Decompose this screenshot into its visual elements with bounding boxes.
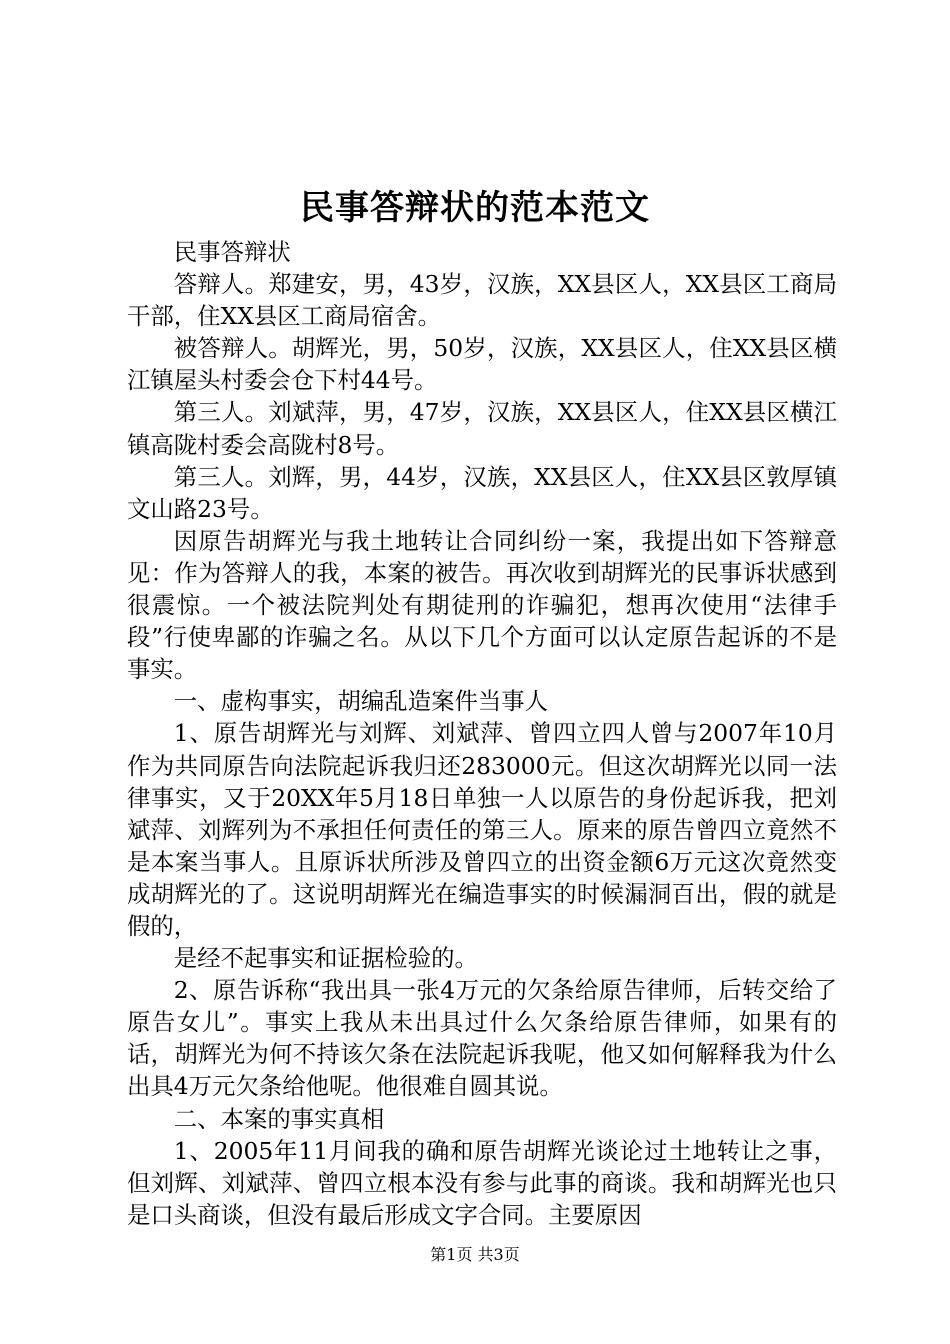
paragraph-third-party-1: 第三人。刘斌萍，男，47岁，汉族，XX县区人，住XX县区横江镇高陇村委会高陇村8号。 bbox=[127, 398, 837, 459]
paragraph-intro: 因原告胡辉光与我土地转让合同纠纷一案，我提出如下答辩意见：作为答辩人的我，本案的被告。再次收到胡辉光的民事诉状感到很震惊。一个被法院判处有期徒刑的诈骗犯，想再次使用“法律手段”行使卑鄙的诈骗之名。从以下几个方面可以认定原告起诉的不是事实。 bbox=[127, 526, 837, 684]
paragraph-plaintiff: 被答辩人。胡辉光，男，50岁，汉族，XX县区人，住XX县区横江镇屋头村委会仓下村44号。 bbox=[127, 334, 837, 395]
document-body bbox=[127, 236, 837, 1231]
paragraph-third-party-2: 第三人。刘辉，男，44岁，汉族，XX县区人，住XX县区敦厚镇文山路23号。 bbox=[127, 462, 837, 523]
section-heading-1: 一、虚构事实，胡编乱造案件当事人 bbox=[173, 687, 549, 716]
paragraph-point-1-2: 2、原告诉称“我出具一张4万元的欠条给原告律师，后转交给了原告女儿”。事实上我从未出具过什么欠条给原告律师，如果有的话，胡辉光为何不持该欠条在法院起诉我呢，他又如何解释我为什么出具4万元欠条给他呢。他很难自圆其说。 bbox=[127, 976, 837, 1101]
paragraph-point-1-1-cont: 是经不起事实和证据检验的。 bbox=[173, 944, 478, 973]
paragraph-point-1-1: 1、原告胡辉光与刘辉、刘斌萍、曾四立四人曾与2007年10月作为共同原告向法院起诉我归还283000元。但这次胡辉光以同一法律事实，又于20XX年5月18日单独一人以原告的身份起诉我，把刘斌萍、刘辉列为不承担任何责任的第三人。原来的原告曾四立竟然不是本案当事人。且原诉状所涉及曾四立的出资金额6万元这次竟然变成胡辉光的了。这说明胡辉光在编造事实的时候漏洞百出，假的就是假的， bbox=[127, 719, 837, 940]
document-title: 民事答辩状的范本范文 bbox=[300, 188, 650, 228]
page-number-footer: 第1页 共3页 bbox=[430, 1245, 520, 1264]
paragraph-respondent: 答辩人。郑建安，男，43岁，汉族，XX县区人，XX县区工商局干部，住XX县区工商局宿舍。 bbox=[127, 270, 837, 331]
paragraph-heading: 民事答辩状 bbox=[173, 238, 291, 266]
paragraph-point-2-1: 1、2005年11月间我的确和原告胡辉光谈论过土地转让之事，但刘辉、刘斌萍、曾四立根本没有参与此事的商谈。我和胡辉光也只是口头商谈，但没有最后形成文字合同。主要原因 bbox=[127, 1136, 837, 1229]
section-heading-2: 二、本案的事实真相 bbox=[173, 1104, 385, 1133]
